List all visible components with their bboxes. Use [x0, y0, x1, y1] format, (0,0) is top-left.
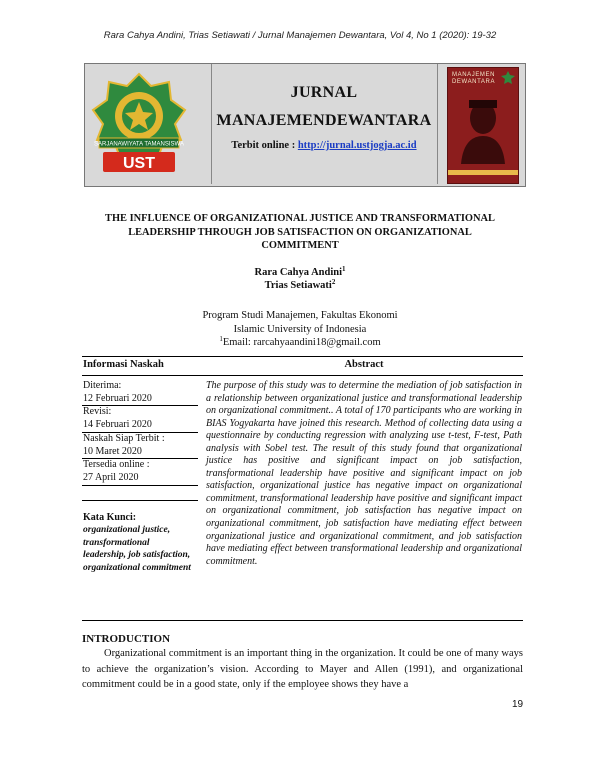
date-ready: 10 Maret 2020 — [82, 446, 198, 460]
journal-title-line2: MANAJEMENDEWANTARA — [216, 112, 432, 129]
journal-title-line1: JURNAL — [290, 84, 358, 101]
abstract-text: The purpose of this study was to determine the mediation of job satisfaction in a relationship between organizational justice and transformational leadership on organizational commitment.. A total of 170 participants who are working in BIAS Yogyakarta have joined this research. Method of collecting data using a questionnaire by conducting regression with analyzing use t-test, F-test, Path analysis with Sobel test. The result of this study found that organizational justice has positive and significant impact on job satisfaction, transformational leadership have positive and significant impact on job satisfaction, organizational justice has negative impact on organizational commitment, transformational leadership have positive and significant impact on organizational commitment, job satisfaction has negative impact on organizational commitment, job satisfaction have mediating effect between organizational justice and organizational commitment, and job satisfaction have mediating effect between transformational leadership and organizational commitment. — [206, 380, 522, 567]
table-top-rule — [82, 356, 523, 357]
author-1-sup: 1 — [342, 265, 346, 273]
cover-title-line2: DEWANTARA — [452, 79, 496, 85]
header-rule — [82, 375, 523, 376]
article-title-line2: LEADERSHIP THROUGH JOB SATISFACTION ON ORGANIZATIONAL — [128, 226, 472, 238]
keywords-label: Kata Kunci: — [83, 512, 137, 523]
article-title — [70, 212, 530, 253]
banner-center — [211, 64, 437, 184]
dates-list — [82, 380, 198, 486]
affiliation-line1: Program Studi Manajemen, Fakultas Ekonomi — [202, 310, 398, 321]
online-label: Terbit online : — [231, 140, 296, 151]
article-title-line1: THE INFLUENCE OF ORGANIZATIONAL JUSTICE AND TRANSFORMATIONAL — [105, 213, 495, 224]
date-label-revised: Revisi: — [83, 406, 112, 418]
keywords-list: organizational justice, transformational leadership, job satisfaction, organizational commitment — [83, 525, 191, 573]
logo-band-text: SARJANAWIYATA TAMANSISWA — [93, 141, 185, 148]
article-title-line3: COMMITMENT — [261, 240, 339, 251]
author-2-sup: 2 — [331, 278, 336, 286]
email-sup: 1 — [219, 335, 223, 343]
cover-title-line1: MANAJEMEN — [452, 72, 496, 78]
email-line — [120, 336, 480, 350]
date-online: 27 April 2020 — [82, 472, 198, 486]
article-info-table — [82, 356, 523, 622]
logo-ust-text: UST — [123, 155, 155, 172]
author-1-name: Rara Cahya Andini — [254, 267, 343, 278]
email-text: Email: rarcahyaandini18@gmail.com — [222, 337, 381, 348]
table-bottom-rule — [82, 620, 523, 621]
page-number: 19 — [512, 699, 524, 710]
cover-emblem-icon — [501, 71, 515, 85]
cover-title — [452, 72, 495, 86]
author-2 — [150, 279, 450, 292]
affiliation-line2: Islamic University of Indonesia — [233, 323, 367, 335]
date-label-received: Diterima: — [83, 380, 122, 391]
online-row — [211, 140, 437, 151]
abstract-header: Abstract — [344, 359, 384, 370]
author-2-name: Trias Setiawati — [264, 280, 332, 291]
banner-right-divider — [437, 64, 438, 184]
university-logo — [91, 72, 187, 176]
running-head: Rara Cahya Andini, Trias Setiawati / Jurnal Manajemen Dewantara, Vol 4, No 1 (2020): 19-32 — [103, 30, 497, 41]
cover-stripe — [448, 170, 518, 175]
keywords-top-rule — [82, 500, 198, 501]
date-received: 12 Februari 2020 — [82, 393, 198, 407]
authors — [150, 266, 450, 292]
journal-url-link[interactable]: http://jurnal.ustjogja.ac.id — [297, 140, 417, 151]
date-revised: 14 Februari 2020 — [82, 419, 198, 433]
date-label-online: Tersedia online : — [83, 459, 150, 471]
introduction-text: Organizational commitment is an important thing in the organization. It could be one of many ways to achieve the organization’s vision. According to Mayer and Allen (1991), and organizational commitment could be in a good state, only if the employee shows they have a — [82, 648, 523, 691]
author-1 — [150, 266, 450, 279]
affiliation — [120, 309, 480, 350]
introduction-heading: INTRODUCTION — [82, 633, 171, 645]
date-label-ready: Naskah Siap Terbit : — [83, 432, 165, 444]
cover-portrait-icon — [457, 94, 509, 164]
info-header: Informasi Naskah — [83, 359, 164, 370]
journal-banner — [84, 63, 526, 187]
journal-cover-image — [447, 67, 519, 184]
